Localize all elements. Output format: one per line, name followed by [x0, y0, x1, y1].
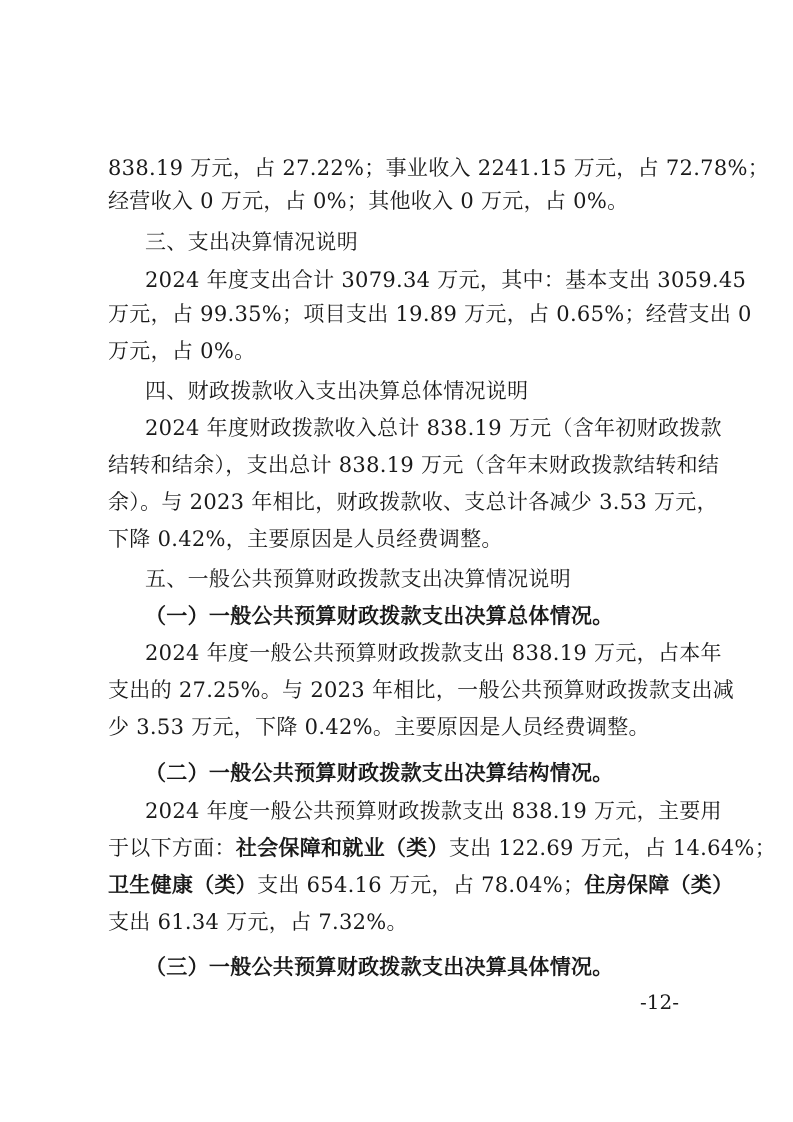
- section-5-sub-1-line-1: 2024 年度一般公共预算财政拨款支出 838.19 万元，占本年: [145, 641, 722, 665]
- category-social-security: 社会保障和就业（类）: [235, 835, 449, 860]
- page-number: -12-: [640, 990, 679, 1014]
- category-housing: 住房保障（类）: [584, 872, 734, 897]
- category-health: 卫生健康（类）: [108, 872, 258, 897]
- section-5-sub-1-line-2: 支出的 27.25%。与 2023 年相比，一般公共预算财政拨款支出减: [108, 678, 735, 702]
- section-5-sub-1-heading: （一）一般公共预算财政拨款支出决算总体情况。: [145, 603, 614, 628]
- section-5-sub-2-heading: （二）一般公共预算财政拨款支出决算结构情况。: [145, 760, 614, 785]
- section-3-line-2: 万元，占 99.35%；项目支出 19.89 万元，占 0.65%；经营支出 0: [108, 302, 752, 326]
- section-4-line-2: 结转和结余），支出总计 838.19 万元（含年末财政拨款结转和结: [108, 453, 720, 477]
- social-security-amount: 支出 122.69 万元，占 14.64%；: [448, 836, 776, 860]
- section-5-sub-2-line-2: [108, 833, 776, 863]
- section-4-line-4: 下降 0.42%，主要原因是人员经费调整。: [108, 527, 503, 551]
- structure-intro-text: 于以下方面：: [108, 836, 236, 860]
- section-3-heading: 三、支出决算情况说明: [145, 230, 358, 254]
- section-5-sub-3-heading: （三）一般公共预算财政拨款支出决算具体情况。: [145, 954, 614, 979]
- section-3-line-1: 2024 年度支出合计 3079.34 万元，其中：基本支出 3059.45: [145, 268, 747, 292]
- section-5-sub-2-line-1: 2024 年度一般公共预算财政拨款支出 838.19 万元，主要用: [145, 799, 722, 823]
- section-4-heading: 四、财政拨款收入支出决算总体情况说明: [145, 379, 529, 403]
- section-5-sub-2-line-4: 支出 61.34 万元，占 7.32%。: [108, 910, 408, 934]
- income-paragraph-line-1: 838.19 万元，占 27.22%；事业收入 2241.15 万元，占 72.78%；: [108, 156, 770, 180]
- section-3-line-3: 万元，占 0%。: [108, 339, 256, 363]
- section-4-line-1: 2024 年度财政拨款收入总计 838.19 万元（含年初财政拨款: [145, 416, 722, 440]
- section-4-line-3: 余）。与 2023 年相比，财政拨款收、支总计各减少 3.53 万元，: [108, 490, 718, 514]
- health-amount: 支出 654.16 万元，占 78.04%；: [257, 873, 585, 897]
- section-5-heading: 五、一般公共预算财政拨款支出决算情况说明: [145, 567, 571, 591]
- section-5-sub-2-line-3: [108, 870, 734, 900]
- income-paragraph-line-2: 经营收入 0 万元，占 0%；其他收入 0 万元，占 0%。: [108, 189, 629, 213]
- section-5-sub-1-line-3: 少 3.53 万元，下降 0.42%。主要原因是人员经费调整。: [108, 715, 650, 739]
